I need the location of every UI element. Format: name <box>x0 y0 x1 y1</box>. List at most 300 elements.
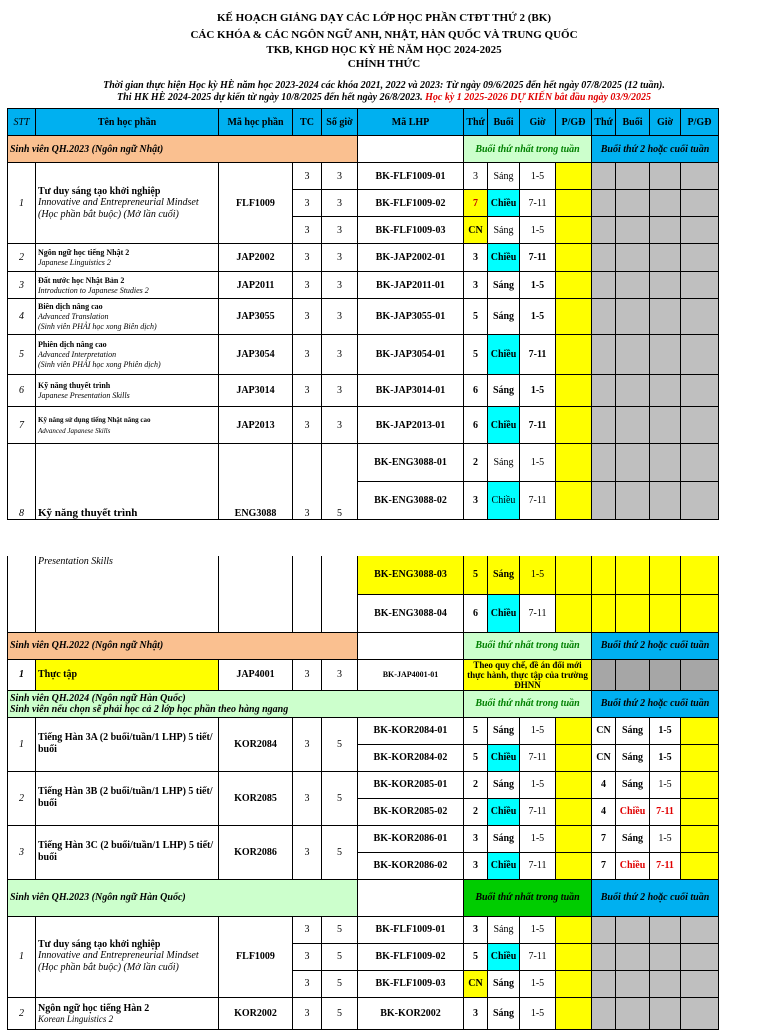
session-one-label: Buổi thứ nhất trong tuần <box>464 879 592 916</box>
hours: 3 <box>322 244 358 272</box>
course-code: JAP4001 <box>219 659 293 690</box>
class-code: BK-KOR2084-02 <box>358 744 464 771</box>
course-code: KOR2002 <box>219 997 293 1029</box>
session: Chiều <box>488 594 520 632</box>
session: Chiều <box>488 244 520 272</box>
room-2 <box>681 771 719 798</box>
col-room-1: P/GĐ <box>556 109 592 136</box>
day-2: 7 <box>592 825 616 852</box>
periods: 7-11 <box>520 407 556 444</box>
session: Sáng <box>488 825 520 852</box>
table-row <box>8 375 719 407</box>
credits: 3 <box>293 771 322 825</box>
room <box>556 444 592 482</box>
course-name-cell <box>36 163 219 244</box>
credits: 3 <box>293 299 322 335</box>
room <box>556 299 592 335</box>
section-title: Sinh viên QH.2023 (Ngôn ngữ Nhật) <box>8 136 358 163</box>
hours: 5 <box>322 970 358 997</box>
session-2: Sáng <box>616 717 650 744</box>
course-name: Tiếng Hàn 3B (2 buổi/tuần/1 LHP) 5 tiết/ buổi <box>36 771 219 825</box>
periods-2: 1-5 <box>650 825 681 852</box>
time-note-1: Thời gian thực hiện Học kỳ HÈ năm học 2023-2024 các khóa 2021, 2022 và 2023: Từ ngày 09/6/2025 đến hết ngày 07/8/2025 (12 tuần). <box>103 80 665 91</box>
course-name-en: Japanese Presentation Skills <box>38 391 130 400</box>
day-2: 4 <box>592 798 616 825</box>
day: 2 <box>464 771 488 798</box>
periods: 1-5 <box>520 375 556 407</box>
day: 7 <box>464 190 488 217</box>
class-code: BK-FLF1009-02 <box>358 943 464 970</box>
day: 5 <box>464 744 488 771</box>
room <box>556 594 592 632</box>
day: 3 <box>464 244 488 272</box>
course-name-cell <box>36 244 219 272</box>
room <box>556 771 592 798</box>
day: 3 <box>464 997 488 1029</box>
session: Chiều <box>488 744 520 771</box>
room <box>556 163 592 190</box>
hours: 5 <box>322 997 358 1029</box>
col-credits: TC <box>293 109 322 136</box>
room <box>556 943 592 970</box>
periods: 1-5 <box>520 825 556 852</box>
row-stt: 3 <box>8 272 36 299</box>
table-row <box>8 272 719 299</box>
day: 5 <box>464 335 488 375</box>
course-name-en: Introduction to Japanese Studies 2 <box>38 285 149 295</box>
doc-title-3: TKB, KHGD HỌC KỲ HÈ NĂM HỌC 2024-2025 <box>266 44 502 56</box>
room <box>556 244 592 272</box>
course-code: ENG3088 <box>219 444 293 520</box>
day: 6 <box>464 375 488 407</box>
session: Chiều <box>488 943 520 970</box>
course-name-cell <box>36 375 219 407</box>
table-row <box>8 163 719 190</box>
periods-2: 7-11 <box>650 798 681 825</box>
col-time-1: Giờ <box>520 109 556 136</box>
table-row <box>8 444 719 482</box>
room-2 <box>681 825 719 852</box>
table-row <box>8 825 719 852</box>
hours: 3 <box>322 272 358 299</box>
hours: 3 <box>322 163 358 190</box>
class-code: BK-KOR2002 <box>358 997 464 1029</box>
credits: 3 <box>293 163 322 190</box>
class-code: BK-ENG3088-01 <box>358 444 464 482</box>
section-title: Sinh viên QH.2023 (Ngôn ngữ Hàn Quốc) <box>8 879 358 916</box>
periods-2: 7-11 <box>650 852 681 879</box>
periods: 1-5 <box>520 556 556 594</box>
session-2: Sáng <box>616 744 650 771</box>
hours: 3 <box>322 217 358 244</box>
course-name: Ngôn ngữ học tiếng Nhật 2 <box>38 248 130 257</box>
class-code: BK-JAP4001-01 <box>358 659 464 690</box>
course-name: Tiếng Hàn 3C (2 buổi/tuần/1 LHP) 5 tiết/ buổi <box>36 825 219 879</box>
periods: 7-11 <box>520 943 556 970</box>
session: Sáng <box>488 997 520 1029</box>
class-code: BK-ENG3088-02 <box>358 482 464 520</box>
session: Sáng <box>488 771 520 798</box>
hours: 5 <box>322 943 358 970</box>
course-name: Ngôn ngữ học tiếng Hàn 2 <box>38 1002 150 1014</box>
class-code: BK-FLF1009-01 <box>358 916 464 943</box>
periods: 1-5 <box>520 916 556 943</box>
day: 2 <box>464 444 488 482</box>
day: 5 <box>464 299 488 335</box>
session: Sáng <box>488 217 520 244</box>
day: 3 <box>464 852 488 879</box>
session: Sáng <box>488 717 520 744</box>
hours: 3 <box>322 659 358 690</box>
row-stt: 2 <box>8 244 36 272</box>
credits: 3 <box>293 444 322 520</box>
room <box>556 852 592 879</box>
col-hours: Số giờ <box>322 109 358 136</box>
course-code: JAP2002 <box>219 244 293 272</box>
session-two-label: Buổi thứ 2 hoặc cuối tuần <box>592 136 719 163</box>
session-one-label: Buổi thứ nhất trong tuần <box>464 136 592 163</box>
day: 5 <box>464 556 488 594</box>
section-row <box>8 632 719 659</box>
room <box>556 970 592 997</box>
course-name: Tư duy sáng tạo khởi nghiệp <box>38 185 161 197</box>
course-name: Kỹ năng thuyết trình <box>38 507 138 519</box>
session-two-label: Buổi thứ 2 hoặc cuối tuần <box>592 632 719 659</box>
section-row <box>8 690 719 717</box>
room <box>556 375 592 407</box>
class-code: BK-FLF1009-02 <box>358 190 464 217</box>
session: Sáng <box>488 444 520 482</box>
session: Sáng <box>488 375 520 407</box>
day: CN <box>464 217 488 244</box>
table-header-row <box>8 109 719 136</box>
credits: 3 <box>293 407 322 444</box>
table-row <box>8 407 719 444</box>
hours: 3 <box>322 407 358 444</box>
session-one-label: Buổi thứ nhất trong tuần <box>464 632 592 659</box>
periods: 7-11 <box>520 482 556 520</box>
class-code: BK-JAP2013-01 <box>358 407 464 444</box>
section-title: Sinh viên QH.2022 (Ngôn ngữ Nhật) <box>8 632 358 659</box>
col-stt: STT <box>8 109 36 136</box>
col-course-code: Mã học phần <box>219 109 293 136</box>
course-code: KOR2085 <box>219 771 293 825</box>
room <box>556 217 592 244</box>
table-row <box>8 916 719 943</box>
periods: 1-5 <box>520 444 556 482</box>
periods: 7-11 <box>520 852 556 879</box>
class-code: BK-KOR2084-01 <box>358 717 464 744</box>
periods: 1-5 <box>520 272 556 299</box>
credits: 3 <box>293 717 322 771</box>
doc-title-1: KẾ HOẠCH GIẢNG DẠY CÁC LỚP HỌC PHẦN CTĐT THỨ 2 (BK) <box>217 12 551 24</box>
row-stt: 4 <box>8 299 36 335</box>
session: Chiều <box>488 852 520 879</box>
course-name-cell <box>36 407 219 444</box>
room <box>556 556 592 594</box>
periods: 1-5 <box>520 970 556 997</box>
day: CN <box>464 970 488 997</box>
session: Sáng <box>488 272 520 299</box>
session: Chiều <box>488 482 520 520</box>
table-row <box>8 299 719 335</box>
course-name-cell <box>36 444 219 520</box>
hours: 5 <box>322 717 358 771</box>
course-name-en: Advanced Translation <box>38 312 109 321</box>
session-two-label: Buổi thứ 2 hoặc cuối tuần <box>592 690 719 717</box>
room <box>556 407 592 444</box>
credits: 3 <box>293 997 322 1029</box>
credits: 3 <box>293 375 322 407</box>
course-name: Tiếng Hàn 3A (2 buổi/tuần/1 LHP) 5 tiết/ buổi <box>36 717 219 771</box>
col-session-1: Buổi <box>488 109 520 136</box>
row-stt: 8 <box>8 444 36 520</box>
periods-2: 1-5 <box>650 744 681 771</box>
course-name: Tư duy sáng tạo khởi nghiệp <box>38 939 161 950</box>
class-code: BK-JAP3054-01 <box>358 335 464 375</box>
periods: 7-11 <box>520 335 556 375</box>
course-name-en: Presentation Skills <box>38 556 113 567</box>
section-title-main: Sinh viên QH.2024 (Ngôn ngữ Hàn Quốc) <box>10 692 186 704</box>
section-subtitle: Sinh viên nếu chọn sẽ phải học cả 2 lớp học phần theo hàng ngang <box>10 703 289 715</box>
course-name-cell <box>36 556 219 632</box>
periods: 1-5 <box>520 299 556 335</box>
credits: 3 <box>293 825 322 879</box>
row-stt: 1 <box>8 659 36 690</box>
course-name-en: Korean Linguistics 2 <box>38 1013 114 1024</box>
class-code: BK-FLF1009-03 <box>358 970 464 997</box>
room-2 <box>681 717 719 744</box>
session: Sáng <box>488 163 520 190</box>
credits: 3 <box>293 272 322 299</box>
course-code: JAP3014 <box>219 375 293 407</box>
col-course-name: Tên học phần <box>36 109 219 136</box>
course-code: JAP3054 <box>219 335 293 375</box>
day: 5 <box>464 943 488 970</box>
table-row <box>8 335 719 375</box>
course-name-en: Advanced Japanese Skills <box>38 426 111 435</box>
row-stt: 5 <box>8 335 36 375</box>
day-2: 7 <box>592 852 616 879</box>
periods-2: 1-5 <box>650 717 681 744</box>
room <box>556 272 592 299</box>
day: 3 <box>464 272 488 299</box>
time-note-2: Thi HK HÈ 2024-2025 dự kiến từ ngày 10/8/2025 đến hết ngày 26/8/2023. Học kỳ 1 2025-2026 DỰ KIẾN bắt đầu ngày 03/9/2025 <box>117 92 651 103</box>
periods: 7-11 <box>520 744 556 771</box>
course-name-cell <box>36 299 219 335</box>
credits: 3 <box>293 970 322 997</box>
day: 3 <box>464 482 488 520</box>
course-name-en: Advanced Interpretation <box>38 350 117 359</box>
session: Sáng <box>488 299 520 335</box>
col-room-2: P/GĐ <box>681 109 719 136</box>
course-name: Kỹ năng sử dụng tiếng Nhật nâng cao <box>38 415 151 424</box>
class-code: BK-ENG3088-03 <box>358 556 464 594</box>
section-title <box>8 690 464 717</box>
table-row <box>8 997 719 1029</box>
credits: 3 <box>293 190 322 217</box>
room <box>556 916 592 943</box>
internship-note: Theo quy chế, đề án đổi mới thực hành, thực tập của trường ĐHNN <box>464 659 592 690</box>
periods: 7-11 <box>520 244 556 272</box>
doc-title-4: CHÍNH THỨC <box>347 58 421 70</box>
session: Chiều <box>488 335 520 375</box>
col-class-code: Mã LHP <box>358 109 464 136</box>
session-2: Chiều <box>616 852 650 879</box>
class-code: BK-JAP3014-01 <box>358 375 464 407</box>
hours: 3 <box>322 299 358 335</box>
hours: 3 <box>322 335 358 375</box>
session: Chiều <box>488 407 520 444</box>
table-row <box>8 556 719 594</box>
schedule-table-page1 <box>7 108 719 520</box>
course-code: FLF1009 <box>219 916 293 997</box>
session: Sáng <box>488 556 520 594</box>
course-note: (Học phần bắt buộc) (Mở lần cuối) <box>38 208 179 220</box>
course-note: (Sinh viên PHẢI học xong Phiên dịch) <box>38 360 161 369</box>
hours: 5 <box>322 916 358 943</box>
course-code: JAP2013 <box>219 407 293 444</box>
session: Sáng <box>488 970 520 997</box>
day-2: 4 <box>592 771 616 798</box>
col-session-2: Buổi <box>616 109 650 136</box>
periods: 7-11 <box>520 190 556 217</box>
row-stt: 1 <box>8 717 36 771</box>
room-2 <box>681 798 719 825</box>
room <box>556 798 592 825</box>
day: 3 <box>464 163 488 190</box>
class-code: BK-ENG3088-04 <box>358 594 464 632</box>
day: 3 <box>464 825 488 852</box>
day: 6 <box>464 407 488 444</box>
row-stt: 7 <box>8 407 36 444</box>
class-code: BK-JAP2011-01 <box>358 272 464 299</box>
table-row <box>8 244 719 272</box>
class-code: BK-FLF1009-01 <box>358 163 464 190</box>
col-day-1: Thứ <box>464 109 488 136</box>
session-2: Sáng <box>616 825 650 852</box>
class-code: BK-KOR2085-01 <box>358 771 464 798</box>
session: Chiều <box>488 798 520 825</box>
col-day-2: Thứ <box>592 109 616 136</box>
credits: 3 <box>293 943 322 970</box>
session-one-label: Buổi thứ nhất trong tuần <box>464 690 592 717</box>
course-name-cell <box>36 997 219 1029</box>
room <box>556 997 592 1029</box>
course-code: KOR2084 <box>219 717 293 771</box>
course-name-en: Japanese Linguistics 2 <box>38 258 111 267</box>
row-stt: 2 <box>8 997 36 1029</box>
periods: 1-5 <box>520 717 556 744</box>
table-row <box>8 771 719 798</box>
session-2: Sáng <box>616 771 650 798</box>
credits: 3 <box>293 244 322 272</box>
hours: 5 <box>322 825 358 879</box>
course-name-cell <box>36 916 219 997</box>
room <box>556 825 592 852</box>
session: Chiều <box>488 190 520 217</box>
credits: 3 <box>293 335 322 375</box>
course-code: FLF1009 <box>219 163 293 244</box>
class-code: BK-KOR2086-01 <box>358 825 464 852</box>
room <box>556 335 592 375</box>
course-name: Kỹ năng thuyết trình <box>38 381 111 390</box>
room <box>556 190 592 217</box>
class-code: BK-FLF1009-03 <box>358 217 464 244</box>
course-name: Biên dịch nâng cao <box>38 302 103 311</box>
day: 2 <box>464 798 488 825</box>
course-name-cell <box>36 272 219 299</box>
course-note: (Học phần bắt buộc) (Mở lần cuối) <box>38 962 179 973</box>
course-code: KOR2086 <box>219 825 293 879</box>
course-name: Đất nước học Nhật Bản 2 <box>38 275 125 285</box>
day: 6 <box>464 594 488 632</box>
col-time-2: Giờ <box>650 109 681 136</box>
course-name-cell <box>36 335 219 375</box>
doc-title-2: CÁC KHÓA & CÁC NGÔN NGỮ ANH, NHẬT, HÀN QUỐC VÀ TRUNG QUỐC <box>190 29 578 41</box>
row-stt: 1 <box>8 916 36 997</box>
class-code: BK-KOR2086-02 <box>358 852 464 879</box>
session: Sáng <box>488 916 520 943</box>
day-2: CN <box>592 717 616 744</box>
credits: 3 <box>293 659 322 690</box>
periods: 7-11 <box>520 594 556 632</box>
row-stt: 2 <box>8 771 36 825</box>
course-name: Phiên dịch nâng cao <box>38 340 107 349</box>
row-stt: 1 <box>8 163 36 244</box>
periods-2: 1-5 <box>650 771 681 798</box>
class-code: BK-JAP2002-01 <box>358 244 464 272</box>
hours: 5 <box>322 771 358 825</box>
day: 5 <box>464 717 488 744</box>
periods: 1-5 <box>520 163 556 190</box>
class-code: BK-JAP3055-01 <box>358 299 464 335</box>
credits: 3 <box>293 916 322 943</box>
room-2 <box>681 744 719 771</box>
room <box>556 482 592 520</box>
row-stt: 3 <box>8 825 36 879</box>
table-row <box>8 717 719 744</box>
class-code: BK-KOR2085-02 <box>358 798 464 825</box>
hours: 3 <box>322 375 358 407</box>
course-name-en: Innovative and Entrepreneurial Mindset <box>38 950 199 961</box>
session-two-label: Buổi thứ 2 hoặc cuối tuần <box>592 879 719 916</box>
room <box>556 744 592 771</box>
hours: 5 <box>322 444 358 520</box>
periods: 1-5 <box>520 771 556 798</box>
day-2: CN <box>592 744 616 771</box>
hours: 3 <box>322 190 358 217</box>
course-name: Thực tập <box>36 659 219 690</box>
section-row <box>8 136 719 163</box>
table-row <box>8 659 719 690</box>
periods: 1-5 <box>520 217 556 244</box>
course-code: JAP3055 <box>219 299 293 335</box>
section-row <box>8 879 719 916</box>
session-2: Chiều <box>616 798 650 825</box>
room <box>556 717 592 744</box>
periods: 7-11 <box>520 798 556 825</box>
periods: 1-5 <box>520 997 556 1029</box>
course-code: JAP2011 <box>219 272 293 299</box>
credits: 3 <box>293 217 322 244</box>
row-stt: 6 <box>8 375 36 407</box>
room-2 <box>681 852 719 879</box>
schedule-table-page2 <box>7 556 719 1030</box>
course-name-en: Innovative and Entrepreneurial Mindset <box>38 196 199 208</box>
course-note: (Sinh viên PHẢI học xong Biên dịch) <box>38 322 157 331</box>
day: 3 <box>464 916 488 943</box>
